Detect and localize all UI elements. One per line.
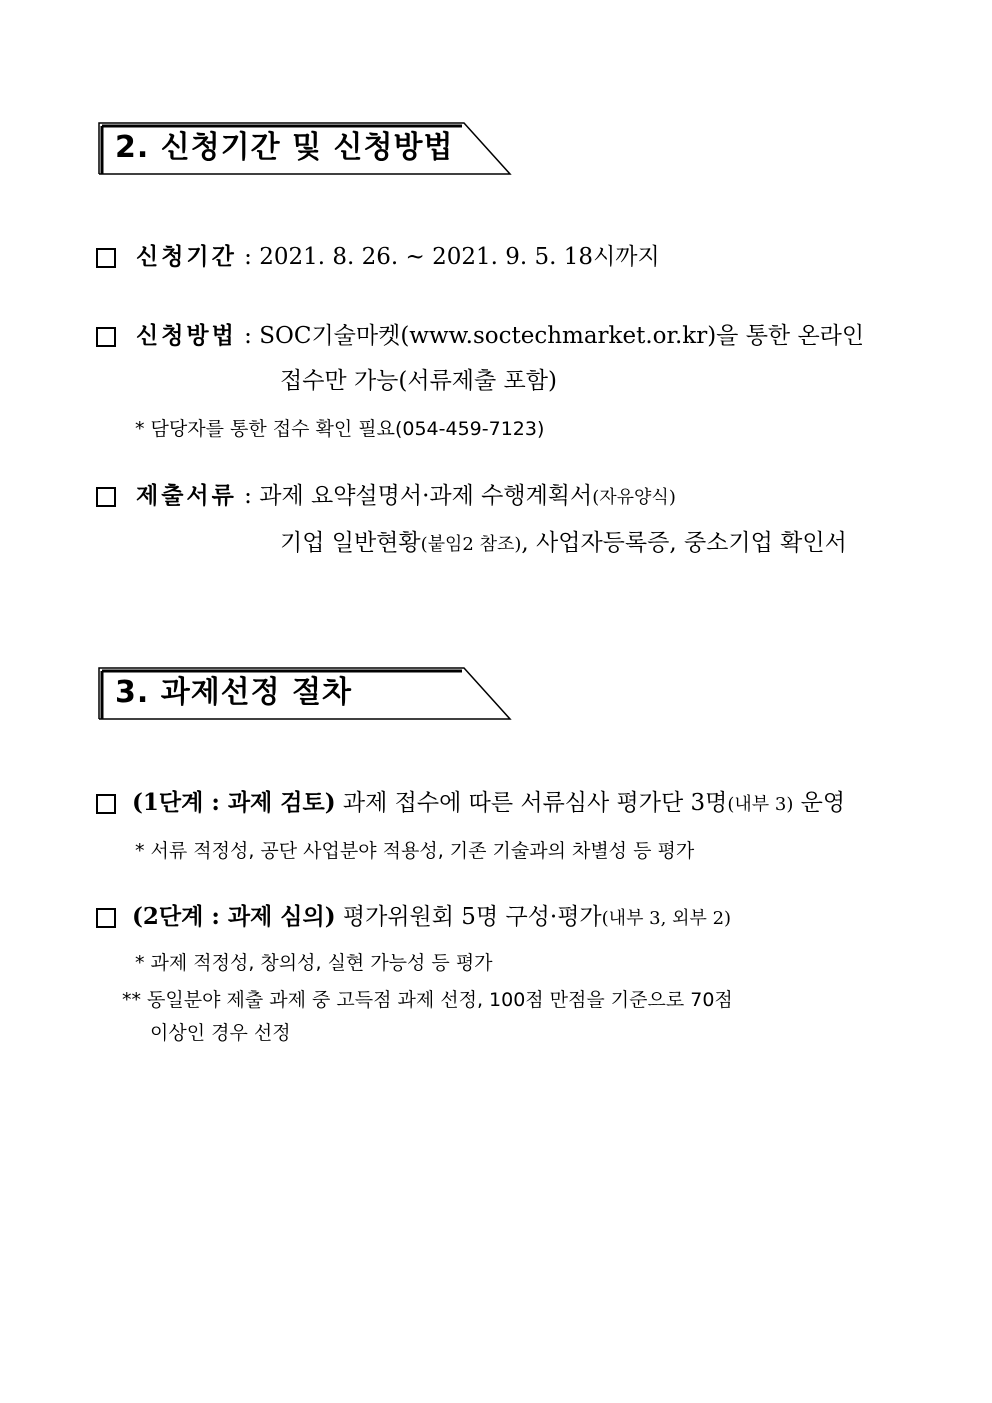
documents-line1-small: (자유양식)	[592, 487, 676, 508]
step-2-label: (2단계 : 과제 심의)	[132, 903, 336, 930]
application-period-label: 신청기간	[136, 243, 237, 270]
application-method-note: * 담당자를 통한 접수 확인 필요(054-459-7123)	[135, 418, 545, 440]
checkbox-icon	[96, 487, 116, 507]
step-1-note: * 서류 적정성, 공단 사업분야 적용성, 기존 기술과의 차별성 등 평가	[135, 840, 695, 862]
section-2-header	[98, 122, 512, 175]
checkbox-icon	[96, 794, 116, 814]
label-separator: :	[236, 323, 260, 349]
application-method-label: 신청방법	[136, 322, 237, 349]
step-1-text-b: 운영	[793, 790, 846, 816]
step-2-note-2: ** 동일분야 제출 과제 중 고득점 과제 선정, 100점 만점을 기준으로 70점	[122, 989, 733, 1011]
documents-line2-b: , 사업자등록증, 중소기업 확인서	[521, 530, 847, 556]
section-3-title: 3. 과제선정 절차	[115, 675, 353, 710]
documents-line2-a: 기업 일반현황	[280, 530, 421, 556]
step-2-text-small: (내부 3, 외부 2)	[601, 908, 732, 929]
step-2-note-3: 이상인 경우 선정	[150, 1022, 291, 1044]
label-separator: :	[236, 244, 260, 270]
checkbox-icon	[96, 908, 116, 928]
application-method-line2: 접수만 가능(서류제출 포함)	[280, 368, 557, 394]
step-1-label: (1단계 : 과제 검토)	[132, 789, 336, 816]
documents-line2-small: (붙임2 참조)	[420, 534, 522, 555]
section-2-title: 2. 신청기간 및 신청방법	[115, 130, 454, 165]
section-3-header	[98, 667, 512, 720]
step-2-text-a: 평가위원회 5명 구성·평가	[335, 904, 602, 930]
label-separator: :	[236, 483, 260, 509]
application-method-line1: SOC기술마켓(www.soctechmarket.or.kr)을 통한 온라인	[259, 323, 865, 349]
step-1-text-small: (내부 3)	[727, 794, 794, 815]
documents-label: 제출서류	[136, 482, 237, 509]
step-2-note-1: * 과제 적정성, 창의성, 실현 가능성 등 평가	[135, 952, 493, 974]
checkbox-icon	[96, 248, 116, 268]
checkbox-icon	[96, 327, 116, 347]
application-period-value: 2021. 8. 26. ~ 2021. 9. 5. 18시까지	[259, 244, 660, 270]
step-1-text-a: 과제 접수에 따른 서류심사 평가단 3명	[335, 790, 728, 816]
documents-line1: 과제 요약설명서·과제 수행계획서	[259, 483, 593, 509]
